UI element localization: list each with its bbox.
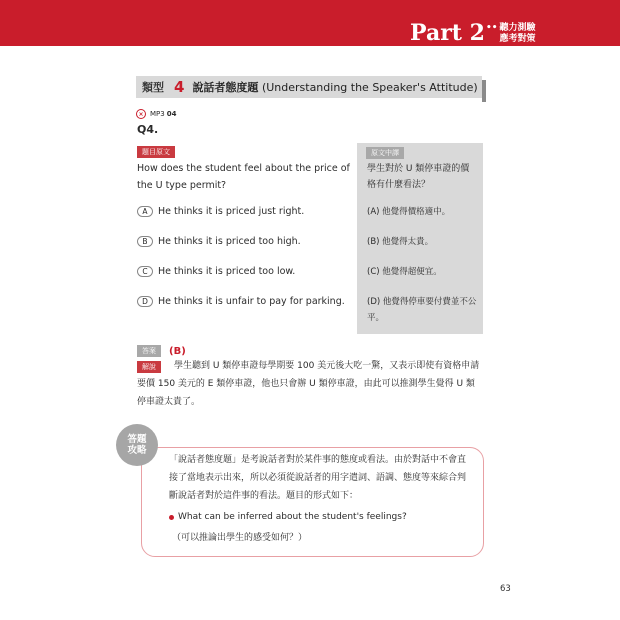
part-subtitle-line2: 應考對策 bbox=[499, 34, 536, 44]
disc-icon: × bbox=[136, 109, 146, 119]
explanation-tag: 解說 bbox=[137, 361, 161, 373]
explanation-text: 學生聽到 U 類停車證每學期要 100 美元後大吃一驚，又表示即使有資格申請要價 150 美元的 E 類停車證，他也只會辦 U 類停車證，由此可以推測學生覺得 U 類停車證太貴了。 bbox=[137, 361, 480, 407]
option-text: He thinks it is priced too low. bbox=[158, 266, 296, 277]
option-c bbox=[137, 266, 295, 277]
option-letter: D bbox=[137, 296, 153, 307]
strategy-badge-line1: 答題 bbox=[127, 434, 147, 445]
bullet-icon bbox=[169, 515, 174, 520]
part-dots: •• bbox=[485, 23, 498, 33]
strategy-example-zh: （可以推論出學生的感受如何？） bbox=[172, 533, 308, 543]
option-a bbox=[137, 206, 304, 217]
part-subtitle bbox=[499, 23, 535, 45]
part-title: Part 2 bbox=[410, 20, 485, 46]
strategy-badge bbox=[116, 424, 158, 466]
option-letter: C bbox=[137, 266, 153, 277]
header-band bbox=[0, 0, 620, 46]
option-letter: A bbox=[137, 206, 153, 217]
question-text: How does the student feel about the price of the U type permit? bbox=[137, 163, 350, 191]
part-heading bbox=[410, 21, 535, 45]
type-title bbox=[192, 79, 477, 95]
strategy-example bbox=[169, 512, 407, 522]
answer-value: (B) bbox=[169, 345, 186, 357]
option-text: He thinks it is unfair to pay for parking. bbox=[158, 296, 345, 307]
translation-option-c: (C) 他覺得超便宜。 bbox=[367, 267, 442, 277]
type-title-zh: 說話者態度題 bbox=[192, 81, 259, 94]
question-type-bar bbox=[136, 76, 482, 98]
option-text: He thinks it is priced too high. bbox=[158, 236, 301, 247]
part-subtitle-line1: 聽力測驗 bbox=[499, 23, 536, 33]
type-title-en: (Understanding the Speaker's Attitude) bbox=[261, 81, 478, 94]
audio-track-number: 04 bbox=[166, 110, 177, 118]
type-number: 4 bbox=[174, 78, 185, 96]
page-number: 63 bbox=[500, 584, 511, 594]
type-label: 類型 bbox=[142, 81, 164, 94]
strategy-text: 「說話者態度題」是考說話者對於某件事的態度或看法。由於對話中不會直接了當地表示出來，所以必須從說話者的用字遣詞、語調、態度等來綜合判斷說話者對於這件事的看法。題目的形式如下： bbox=[169, 455, 467, 501]
translation-question: 學生對於 U 類停車證的價格有什麼看法？ bbox=[367, 164, 470, 190]
translation-option-a: (A) 他覺得價格適中。 bbox=[367, 207, 451, 217]
option-text: He thinks it is priced just right. bbox=[158, 206, 305, 217]
translation-option-b: (B) 他覺得太貴。 bbox=[367, 237, 434, 247]
translation-box bbox=[357, 143, 483, 334]
option-d bbox=[137, 296, 345, 307]
audio-track[interactable] bbox=[136, 109, 176, 119]
strategy-example-en: What can be inferred about the student's feelings? bbox=[178, 512, 407, 522]
translation-tag: 原文中譯 bbox=[366, 147, 404, 159]
option-b bbox=[137, 236, 301, 247]
option-letter: B bbox=[137, 236, 153, 247]
translation-option-d: (D) 他覺得停車要付費並不公平。 bbox=[367, 297, 477, 323]
answer-tag: 答案 bbox=[137, 345, 161, 357]
strategy-badge-line2: 攻略 bbox=[127, 445, 147, 456]
answer-row bbox=[137, 345, 186, 357]
question-number: Q4. bbox=[137, 123, 159, 136]
original-text-tag: 題目原文 bbox=[137, 146, 175, 158]
audio-label: MP3 bbox=[150, 110, 165, 118]
